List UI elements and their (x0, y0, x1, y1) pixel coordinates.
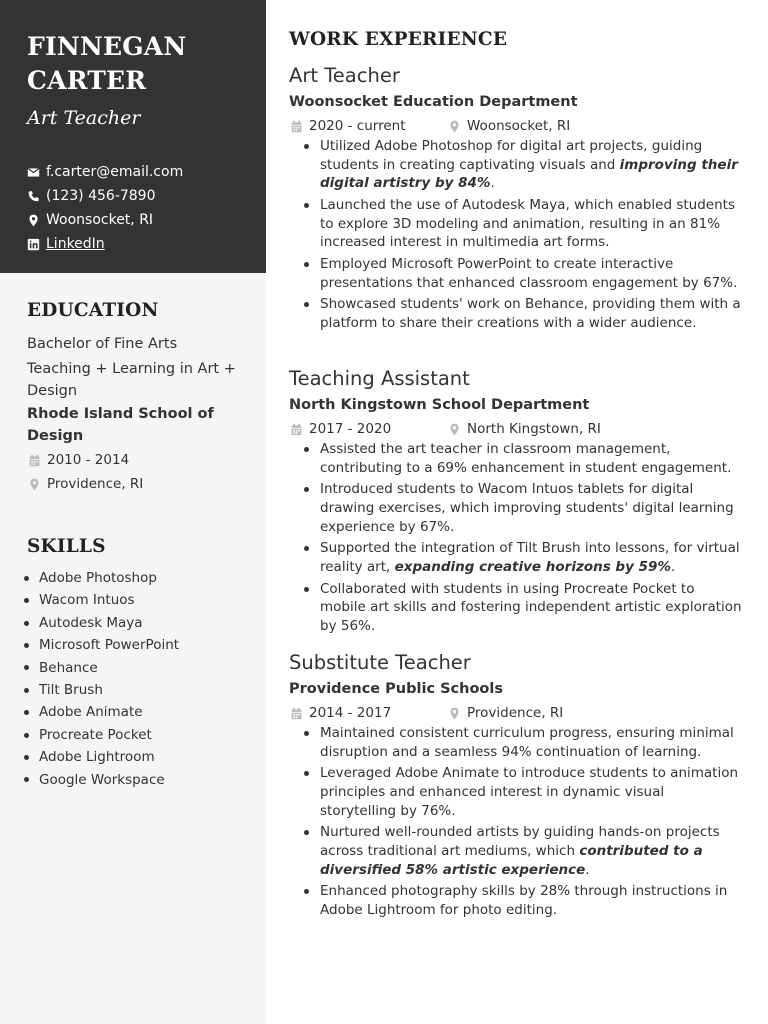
job-bullet: Leveraged Adobe Animate to introduce students to animation principles and enhanced interest in dynamic visual storytelling by 76%. (289, 764, 744, 820)
job-location-text: Woonsocket, RI (467, 118, 571, 134)
job-location-text: Providence, RI (467, 705, 564, 721)
contact-location (27, 208, 183, 232)
linkedin-icon (27, 238, 40, 251)
skill-item: Wacom Intuos (24, 589, 179, 611)
map-pin-icon (447, 119, 461, 133)
contact-linkedin[interactable] (27, 232, 183, 256)
job-employer: North Kingstown School Department (289, 397, 590, 413)
phone-icon (27, 190, 40, 203)
calendar-icon (289, 706, 303, 720)
map-pin-icon (27, 477, 41, 491)
first-name: FINNEGAN (27, 32, 187, 61)
skill-item: Adobe Animate (24, 701, 179, 723)
job-role: Substitute Teacher (289, 651, 471, 674)
job-meta (289, 418, 744, 440)
job-bullet: Utilized Adobe Photoshop for digital art projects, guiding students in creating captivating visuals and improving their digital artistry by 84%. (289, 137, 744, 193)
job-location (447, 115, 570, 137)
job-dates-text: 2014 - 2017 (309, 705, 392, 721)
school-name: Rhode Island School of Design (27, 406, 214, 444)
education-heading: EDUCATION (27, 300, 159, 321)
job-employer: Woonsocket Education Department (289, 94, 578, 110)
candidate-name (27, 30, 257, 98)
skills-heading: SKILLS (27, 536, 106, 557)
phone-text: (123) 456-7890 (46, 188, 156, 204)
skill-item: Tilt Brush (24, 679, 179, 701)
job-entry (289, 366, 744, 639)
job-bullet: Maintained consistent curriculum progress, ensuring minimal disruption and a seamless 94% continuation of learning. (289, 724, 744, 761)
job-bullet: Collaborated with students in using Procreate Pocket to mobile art skills and fostering independent artistic exploration by 56%. (289, 580, 744, 636)
job-bullet: Assisted the art teacher in classroom management, contributing to a 69% enhancement in student engagement. (289, 440, 744, 477)
job-bullets (289, 137, 744, 333)
job-entry (289, 650, 744, 923)
map-pin-icon (27, 214, 40, 227)
job-location (447, 702, 563, 724)
job-bullets (289, 724, 744, 920)
skill-item: Behance (24, 657, 179, 679)
last-name: CARTER (27, 66, 147, 95)
job-bullets (289, 440, 744, 636)
contact-list (27, 160, 183, 256)
job-bullet: Introduced students to Wacom Intuos tablets for digital drawing exercises, which improving students' digital learning experience by 67%. (289, 480, 744, 536)
email-text: f.carter@email.com (46, 164, 184, 180)
job-role: Art Teacher (289, 64, 400, 87)
job-meta (289, 115, 744, 137)
job-bullet: Employed Microsoft PowerPoint to create interactive presentations that enhanced classroom engagement by 67%. (289, 255, 744, 292)
candidate-title: Art Teacher (27, 107, 141, 129)
job-dates (289, 418, 447, 440)
contact-phone[interactable] (27, 184, 183, 208)
education-location-text: Providence, RI (47, 476, 144, 492)
education-dates (27, 448, 252, 472)
job-bullet: Enhanced photography skills by 28% through instructions in Adobe Lightroom for photo editing. (289, 882, 744, 919)
calendar-icon (289, 119, 303, 133)
envelope-icon (27, 166, 40, 179)
linkedin-link[interactable]: LinkedIn (46, 236, 105, 252)
work-experience-heading: WORK EXPERIENCE (289, 29, 508, 50)
job-location (447, 418, 601, 440)
skills-list (24, 567, 179, 791)
map-pin-icon (447, 706, 461, 720)
job-role: Teaching Assistant (289, 367, 470, 390)
job-bullet: Nurtured well-rounded artists by guiding hands-on projects across traditional art mediums, which contributed to a diversified 58% artistic experience. (289, 823, 744, 879)
education-entry (27, 333, 252, 496)
job-bullet: Showcased students' work on Behance, providing them with a platform to share their creations with a wider audience. (289, 295, 744, 332)
location-text: Woonsocket, RI (46, 212, 154, 228)
job-location-text: North Kingstown, RI (467, 421, 601, 437)
job-dates (289, 702, 447, 724)
contact-email[interactable] (27, 160, 183, 184)
skill-item: Adobe Lightroom (24, 746, 179, 768)
job-meta (289, 702, 744, 724)
job-dates-text: 2020 - current (309, 118, 406, 134)
degree: Bachelor of Fine Arts (27, 336, 178, 352)
job-bullet: Launched the use of Autodesk Maya, which enabled students to explore 3D modeling and animation, resulting in an 81% increased interest in multimedia art forms. (289, 196, 744, 252)
skill-item: Adobe Photoshop (24, 567, 179, 589)
education-dates-text: 2010 - 2014 (47, 452, 130, 468)
skill-item: Procreate Pocket (24, 724, 179, 746)
calendar-icon (289, 422, 303, 436)
job-employer: Providence Public Schools (289, 681, 503, 697)
job-dates (289, 115, 447, 137)
job-bullet: Supported the integration of Tilt Brush into lessons, for virtual reality art, expanding creative horizons by 59%. (289, 539, 744, 576)
field-of-study: Teaching + Learning in Art + Design (27, 361, 236, 399)
skill-item: Google Workspace (24, 769, 179, 791)
skill-item: Autodesk Maya (24, 612, 179, 634)
job-dates-text: 2017 - 2020 (309, 421, 392, 437)
skill-item: Microsoft PowerPoint (24, 634, 179, 656)
education-location (27, 472, 252, 496)
calendar-icon (27, 453, 41, 467)
map-pin-icon (447, 422, 461, 436)
job-entry (289, 63, 744, 336)
